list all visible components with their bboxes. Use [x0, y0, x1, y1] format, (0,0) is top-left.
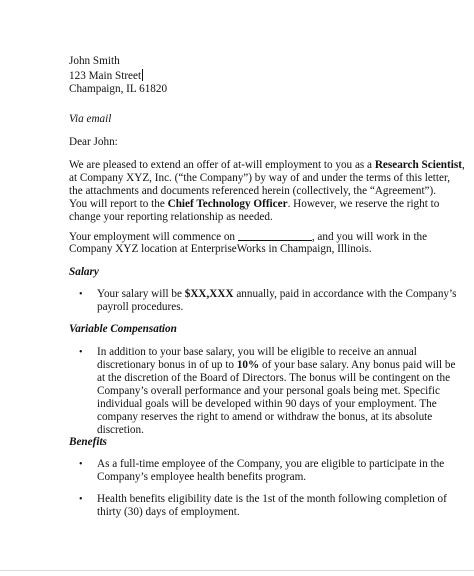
variable-heading: Variable Compensation	[69, 323, 177, 335]
variable-line-5: individual goals will be developed within 90 days of your employment. The	[97, 398, 437, 410]
salary-text: Your salary will be	[97, 288, 185, 300]
job-title: Research Scientist	[374, 159, 462, 171]
bullet-icon: •	[79, 289, 83, 300]
sender-city: Champaign, IL 61820	[69, 83, 168, 95]
intro-line-2: at Company XYZ, Inc. (“the Company”) by way of and under the terms of this letter,	[69, 172, 451, 184]
salary-line-1	[97, 288, 457, 301]
intro-text: We are pleased to extend an offer of at-will employment to you as a	[69, 159, 375, 171]
text-cursor	[142, 69, 143, 81]
start-line-1	[69, 230, 427, 244]
variable-line-1: In addition to your base salary, you will be eligible to receive an annual	[97, 346, 417, 358]
salutation: Dear John:	[69, 136, 118, 148]
page-bottom-divider	[0, 570, 474, 571]
sender-street-text: 123 Main Street	[69, 70, 142, 82]
benefits-line-2: Company’s employee health benefits program.	[97, 471, 307, 483]
benefits-line-3: Health benefits eligibility date is the 1st of the month following completion of	[97, 493, 447, 505]
bonus-percent: 10%	[236, 359, 260, 371]
sender-street	[69, 69, 143, 83]
salary-amount: $XX,XXX	[184, 288, 234, 300]
benefits-line-4: thirty (30) days of employment.	[97, 506, 240, 518]
variable-line-4: Company’s overall performance and your personal goals being met. Specific	[97, 385, 440, 397]
salary-text: annually, paid in accordance with the Company’s	[233, 288, 457, 300]
intro-line-5: change your reporting relationship as needed.	[69, 211, 273, 223]
variable-text: discretionary bonus in of up to	[97, 359, 237, 371]
intro-line-1	[69, 159, 465, 172]
bullet-icon: •	[79, 347, 83, 358]
salary-heading: Salary	[69, 266, 99, 278]
variable-line-7: discretion.	[97, 424, 144, 436]
start-date-blank	[238, 230, 312, 241]
intro-text: . However, we reserve the right to	[287, 198, 440, 210]
benefits-heading: Benefits	[69, 436, 107, 448]
salary-line-2: payroll procedures.	[97, 301, 184, 313]
bullet-icon: •	[79, 494, 83, 505]
delivery-method: Via email	[69, 113, 112, 125]
intro-text: ,	[461, 159, 465, 171]
intro-text: You will report to the	[69, 198, 168, 210]
intro-line-3: the attachments and documents referenced herein (collectively, the “Agreement”).	[69, 185, 437, 197]
intro-line-4	[69, 198, 439, 211]
start-text: , and you will work in the	[311, 231, 428, 243]
manager-title: Chief Technology Officer	[167, 198, 288, 210]
variable-line-3: at the discretion of the Board of Directors. The bonus will be contingent on the	[97, 372, 451, 384]
sender-name: John Smith	[69, 55, 120, 67]
variable-line-6: company reserves the right to amend or withdraw the bonus, at its absolute	[97, 411, 433, 423]
start-text: Your employment will commence on	[69, 231, 238, 243]
start-line-2: Company XYZ location at EnterpriseWorks in Champaign, Illinois.	[69, 243, 372, 255]
bullet-icon: •	[79, 459, 83, 470]
variable-line-2	[97, 359, 455, 372]
variable-text: of your base salary. Any bonus paid will be	[259, 359, 456, 371]
benefits-line-1: As a full-time employee of the Company, you are eligible to participate in the	[97, 458, 445, 470]
